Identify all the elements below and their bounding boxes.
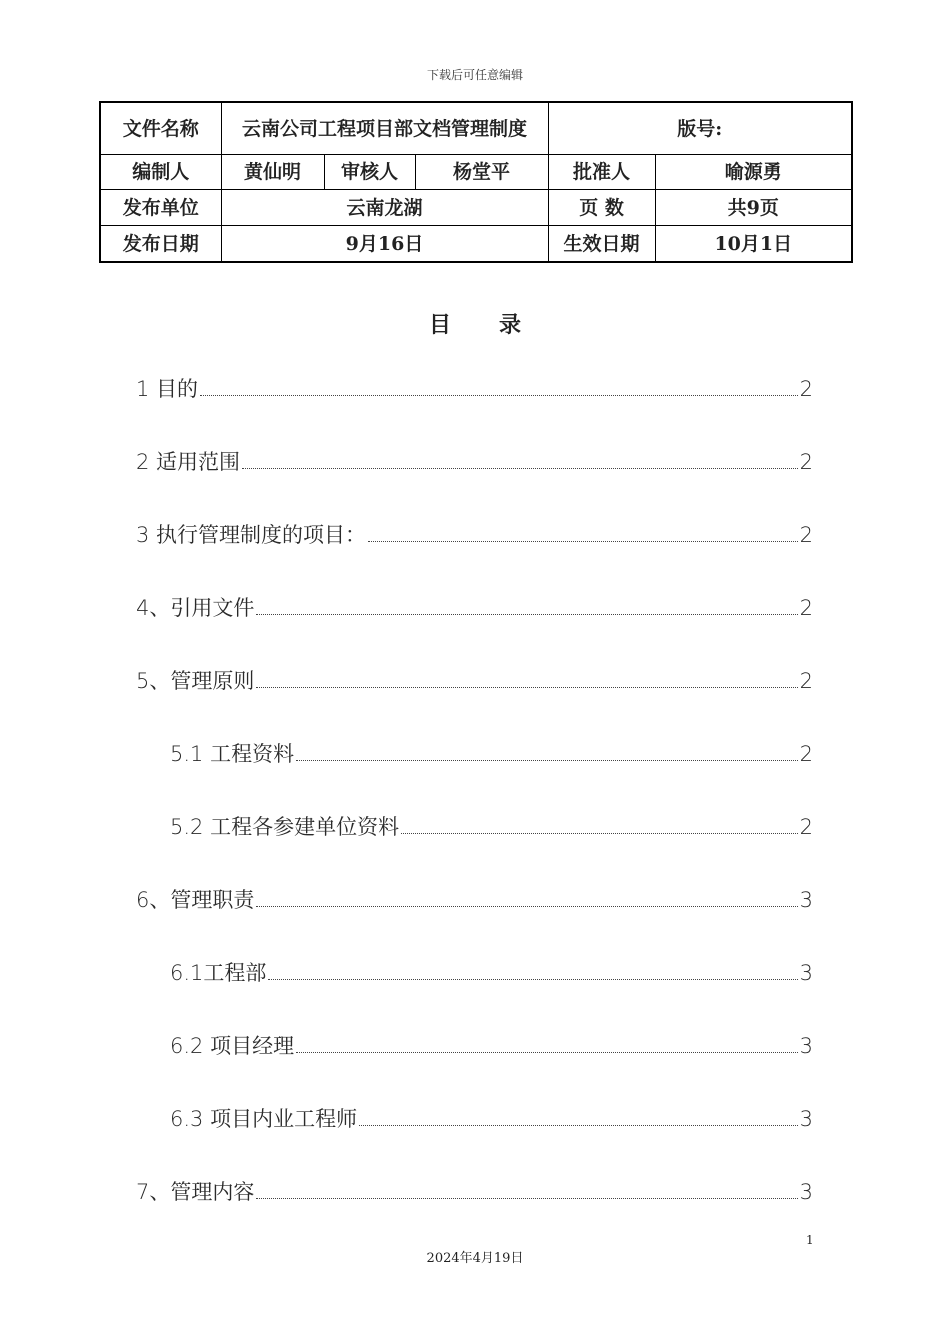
table-row — [100, 226, 852, 263]
toc-entry-page: 2 — [799, 815, 813, 839]
toc-entry-page: 2 — [799, 742, 813, 766]
label-publish-unit: 发布单位 — [100, 190, 221, 226]
toc-leader-dots — [296, 1052, 798, 1053]
page-number: 1 — [806, 1233, 814, 1247]
toc-entry-label: 6.2 项目经理 — [170, 1034, 295, 1058]
toc-entry[interactable] — [136, 665, 813, 695]
label-version: 版号: — [548, 102, 852, 155]
toc-leader-dots — [296, 760, 798, 761]
label-effective-date: 生效日期 — [548, 226, 655, 263]
publish-date: 9月16日 — [221, 226, 548, 263]
toc-leader-dots — [256, 687, 797, 688]
toc-entry[interactable] — [170, 957, 813, 987]
toc-entry-label: 2 适用范围 — [136, 450, 241, 474]
toc-entry[interactable] — [136, 446, 813, 476]
toc-entry-page: 2 — [799, 596, 813, 620]
toc-entry-page: 3 — [799, 1034, 813, 1058]
toc-leader-dots — [256, 614, 797, 615]
header-note: 下载后可任意编辑 — [426, 68, 523, 82]
toc-entry-label: 6、管理职责 — [136, 888, 255, 912]
toc-leader-dots — [368, 541, 798, 542]
toc-entry[interactable] — [136, 884, 813, 914]
toc-entry-page: 3 — [799, 1107, 813, 1131]
toc-entry-label: 3 执行管理制度的项目： — [136, 523, 367, 547]
toc-entry-page: 2 — [799, 669, 813, 693]
label-reviewer: 审核人 — [324, 155, 415, 190]
author: 黄仙明 — [221, 155, 324, 190]
toc-entry[interactable] — [170, 738, 813, 768]
toc-leader-dots — [359, 1125, 798, 1126]
toc-entry[interactable] — [170, 1030, 813, 1060]
approver: 喻源勇 — [655, 155, 852, 190]
toc-leader-dots — [200, 395, 798, 396]
toc-entry[interactable] — [136, 592, 813, 622]
toc-entry[interactable] — [136, 1176, 813, 1206]
toc-entry[interactable] — [136, 373, 813, 403]
toc-leader-dots — [256, 906, 797, 907]
toc-title: 目录 — [428, 312, 569, 338]
reviewer: 杨堂平 — [415, 155, 548, 190]
toc-entry-label: 5.2 工程各参建单位资料 — [170, 815, 400, 839]
toc-entry-page: 3 — [799, 961, 813, 985]
table-row — [100, 155, 852, 190]
toc-entry-label: 4、引用文件 — [136, 596, 255, 620]
toc-entry-label: 1 目的 — [136, 377, 199, 401]
toc-leader-dots — [242, 468, 798, 469]
document-name: 云南公司工程项目部文档管理制度 — [221, 102, 548, 155]
footer-date: 2024年4月19日 — [426, 1251, 524, 1266]
toc-entry-label: 6.3 项目内业工程师 — [170, 1107, 358, 1131]
toc-entry-page: 2 — [799, 377, 813, 401]
toc-leader-dots — [256, 1198, 797, 1199]
effective-date: 10月1日 — [655, 226, 852, 263]
toc-entry[interactable] — [170, 1103, 813, 1133]
toc-entry-page: 3 — [799, 1180, 813, 1204]
label-document-name: 文件名称 — [100, 102, 221, 155]
toc-leader-dots — [268, 979, 797, 980]
toc-entry[interactable] — [170, 811, 813, 841]
label-approver: 批准人 — [548, 155, 655, 190]
label-pages: 页 数 — [548, 190, 655, 226]
toc-entry[interactable] — [136, 519, 813, 549]
publish-unit: 云南龙湖 — [221, 190, 548, 226]
label-publish-date: 发布日期 — [100, 226, 221, 263]
toc-entry-label: 7、管理内容 — [136, 1180, 255, 1204]
toc-entry-label: 5.1 工程资料 — [170, 742, 295, 766]
toc-entry-page: 2 — [799, 523, 813, 547]
toc-entry-label: 5、管理原则 — [136, 669, 255, 693]
toc-entry-page: 3 — [799, 888, 813, 912]
pages: 共9页 — [655, 190, 852, 226]
toc-leader-dots — [401, 833, 798, 834]
table-row — [100, 190, 852, 226]
document-info-table — [99, 101, 853, 263]
toc-entry-page: 2 — [799, 450, 813, 474]
table-row — [100, 102, 852, 155]
label-author: 编制人 — [100, 155, 221, 190]
toc-entry-label: 6.1工程部 — [170, 961, 267, 985]
